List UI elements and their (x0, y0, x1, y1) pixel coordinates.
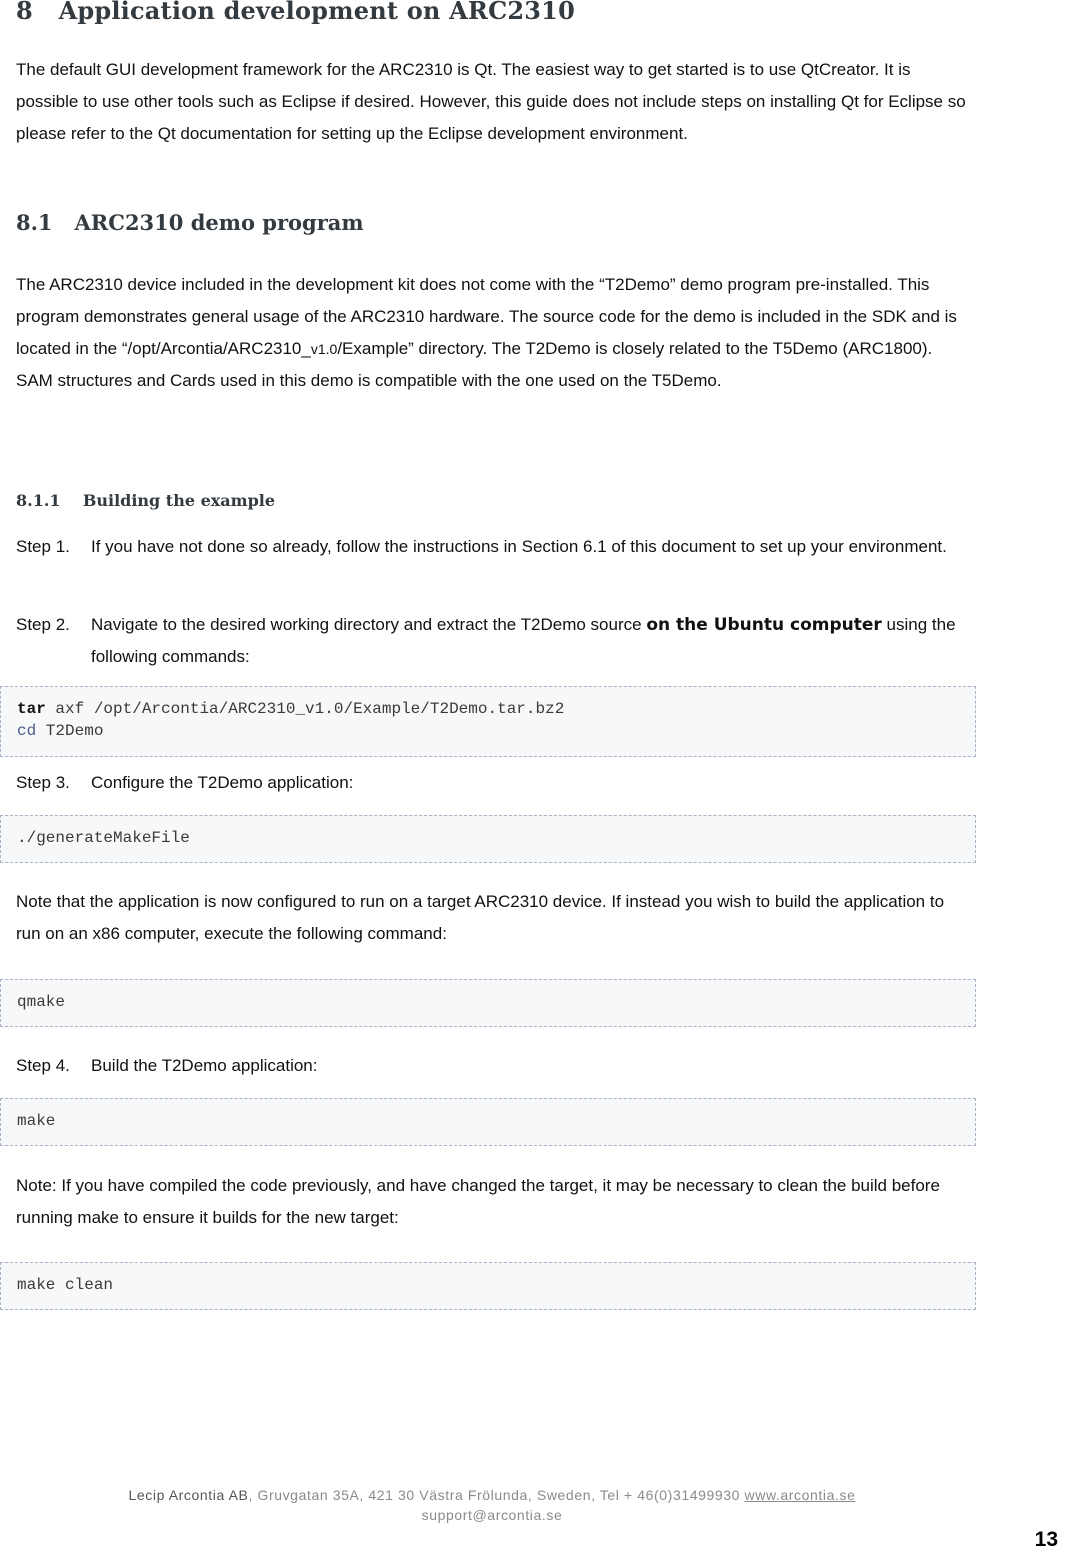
step-text-b: using the following commands: (91, 615, 956, 666)
section-heading-8-1 (16, 210, 364, 235)
demo-paragraph (16, 269, 966, 397)
step-text-bold: on the Ubuntu computer (646, 615, 882, 635)
heading-number: 8.1.1 (16, 491, 61, 510)
code-text: axf /opt/Arcontia/ARC2310_v1.0/Example/T2Demo.tar.bz2 (45, 700, 565, 718)
code-text: T2Demo (36, 722, 104, 740)
page-number: 13 (1034, 1528, 1058, 1551)
footer-line-1 (0, 1485, 984, 1505)
step-label: Step 3. (16, 773, 70, 792)
demo-text-part2: /Example” directory. The T2Demo is closely related to the T5Demo (ARC1800). SAM structures and Cards used in this demo is compatible with the one used on the T5Demo. (16, 339, 933, 390)
step-4 (16, 1050, 966, 1082)
section-heading-8-1-1 (16, 491, 275, 510)
step-label: Step 4. (16, 1056, 70, 1075)
footer-address: , Gruvgatan 35A, 421 30 Västra Frölunda, Sweden, Tel + 46(0)31499930 (248, 1487, 745, 1503)
heading-number: 8.1 (16, 210, 53, 235)
step-1 (16, 531, 966, 563)
code-line (17, 720, 959, 742)
version-text: v1.0 (310, 341, 338, 357)
footer-company: Lecip Arcontia AB (128, 1487, 249, 1503)
heading-number: 8 (16, 0, 33, 25)
note-x86: Note that the application is now configured to run on a target ARC2310 device. If instead you wish to build the application to run on an x86 computer, execute the following command: (16, 892, 945, 943)
step-2 (16, 609, 966, 673)
code-block-generate (0, 815, 976, 863)
code-block-qmake (0, 979, 976, 1027)
step-text: Build the T2Demo application: (91, 1056, 318, 1075)
heading-title: Building the example (82, 491, 276, 510)
code-keyword: tar (17, 700, 46, 718)
code-text: ./generateMakeFile (17, 829, 190, 847)
code-text: make (17, 1112, 56, 1130)
step-text-a: Navigate to the desired working directory and extract the T2Demo source (91, 615, 647, 634)
code-block-extract (0, 686, 976, 757)
step-label: Step 1. (16, 537, 70, 556)
heading-title: ARC2310 demo program (74, 210, 364, 235)
code-block-make-clean (0, 1262, 976, 1310)
step-text: Configure the T2Demo application: (91, 773, 354, 792)
page-footer (0, 1485, 984, 1525)
step-3 (16, 767, 966, 799)
demo-text-part1: The ARC2310 device included in the development kit does not come with the “T2Demo” demo program pre-installed. This program demonstrates general usage of the ARC2310 hardware. The source code for the demo is included in the SDK and is located in the “/opt/Arcontia/ARC2310_ (16, 275, 957, 358)
code-command: cd (17, 722, 37, 740)
code-text: make clean (17, 1276, 114, 1294)
heading-title: Application development on ARC2310 (58, 0, 575, 25)
code-text: qmake (17, 993, 66, 1011)
step-label: Step 2. (16, 615, 70, 634)
section-heading-8 (16, 0, 575, 25)
footer-website-link[interactable]: www.arcontia.se (744, 1487, 856, 1503)
note-clean: Note: If you have compiled the code previously, and have changed the target, it may be necessary to clean the build before running make to ensure it builds for the new target: (16, 1176, 940, 1227)
footer-email: support@arcontia.se (421, 1507, 563, 1523)
step-text (91, 609, 966, 673)
code-block-make (0, 1098, 976, 1146)
step-text: If you have not done so already, follow the instructions in Section 6.1 of this document to set up your environment. (91, 537, 947, 556)
intro-paragraph: The default GUI development framework for the ARC2310 is Qt. The easiest way to get started is to use QtCreator. It is possible to use other tools such as Eclipse if desired. However, this guide does not include steps on installing Qt for Eclipse so please refer to the Qt documentation for setting up the Eclipse development environment. (16, 60, 966, 143)
code-line (17, 698, 959, 720)
